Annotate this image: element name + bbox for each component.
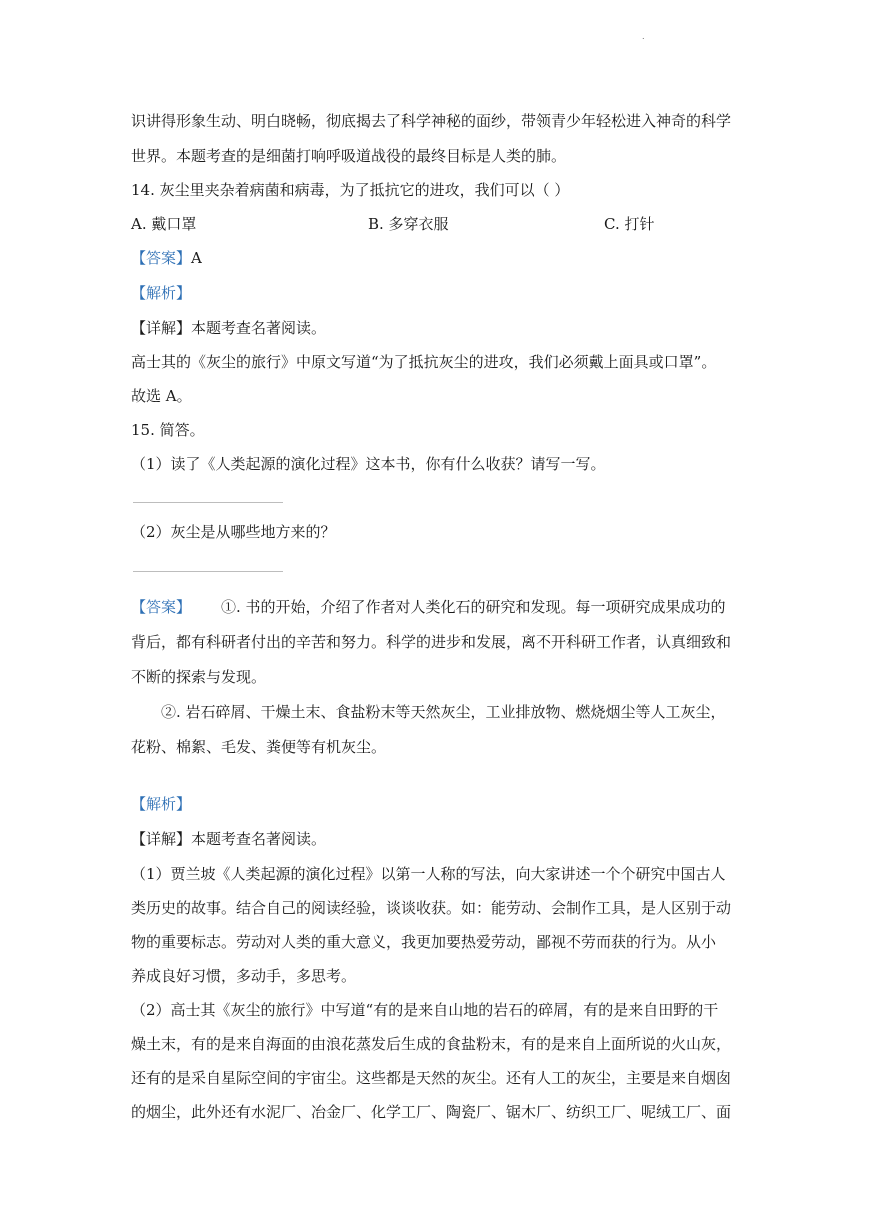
explain-line: 物的重要标志。劳动对人类的重大意义，我更加要热爱劳动，鄙视不劳而获的行为。从小 [131,933,717,951]
sub-question-1: （1）读了《人类起源的演化过程》这本书，你有什么收获？请写一写。 [131,455,606,473]
answer-line: 花粉、棉絮、毛发、粪便等有机灰尘。 [131,738,387,756]
explain-line: 燥土末，有的是来自海面的由浪花蒸发后生成的食盐粉末，有的是来自上面所说的火山灰， [131,1035,732,1053]
answer-text: ①. 书的开始，介绍了作者对人类化石的研究和发现。每一项研究成果成功的 [221,598,726,616]
answer-line: 不断的探索与发现。 [131,668,267,686]
answer-blank-line [133,571,283,572]
option-a: A. 戴口罩 [131,215,197,233]
answer-tag: 【答案】 [131,598,192,616]
explain-line: 还有的是采自星际空间的宇宙尘。这些都是天然的灰尘。还有人工的灰尘，主要是来自烟囱 [131,1069,732,1087]
analysis-tag: 【解析】 [131,795,192,813]
answer-line: 背后，都有科研者付出的辛苦和努力。科学的进步和发展，离不开科研工作者，认真细致和 [131,633,732,651]
choose-line: 故选 A。 [131,387,192,405]
paragraph-line: 世界。本题考查的是细菌打响呼吸道战役的最终目标是人类的肺。 [131,147,567,165]
header-mark: . [642,32,645,41]
question-15-stem: 15. 简答。 [131,421,205,439]
analysis-tag: 【解析】 [131,284,192,302]
answer-value: A [191,249,202,267]
answer-row-14 [131,248,202,268]
answer-line: ②. 岩石碎屑、干燥土末、食盐粉末等天然灰尘，工业排放物、燃烧烟尘等人工灰尘， [161,703,726,721]
detail-line: 【详解】本题考查名著阅读。 [131,830,327,848]
detail-line: 【详解】本题考查名著阅读。 [131,319,327,337]
explain-line: （2）高士其《灰尘的旅行》中写道“有的是来自山地的岩石的碎屑，有的是来自田野的干 [131,1001,719,1019]
option-c: C. 打针 [604,215,655,233]
sub-question-2: （2）灰尘是从哪些地方来的？ [131,523,336,541]
paragraph-line: 识讲得形象生动、明白晓畅，彻底揭去了科学神秘的面纱，带领青少年轻松进入神奇的科学 [131,112,732,130]
explain-line: 类历史的故事。结合自己的阅读经验，谈谈收获。如：能劳动、会制作工具，是人区别于动 [131,899,732,917]
answer-tag: 【答案】 [131,249,192,267]
question-14-stem: 14. 灰尘里夹杂着病菌和病毒，为了抵抗它的进攻，我们可以（ ） [131,181,570,199]
option-b: B. 多穿衣服 [368,215,449,233]
explain-line: 养成良好习惯，多动手，多思考。 [131,967,357,985]
explain-line: （1）贾兰坡《人类起源的演化过程》以第一人称的写法，向大家讲述一个个研究中国古人 [131,865,726,883]
explain-line: 的烟尘，此外还有水泥厂、冶金厂、化学工厂、陶瓷厂、锯木厂、纺织工厂、呢绒工厂、面 [131,1103,732,1121]
answer-block-15 [131,590,738,765]
answer-blank-line [133,502,283,503]
answer-line [131,590,738,625]
explain-line: 高士其的《灰尘的旅行》中原文写道“为了抵抗灰尘的进攻，我们必须戴上面具或口罩”。 [131,353,717,371]
